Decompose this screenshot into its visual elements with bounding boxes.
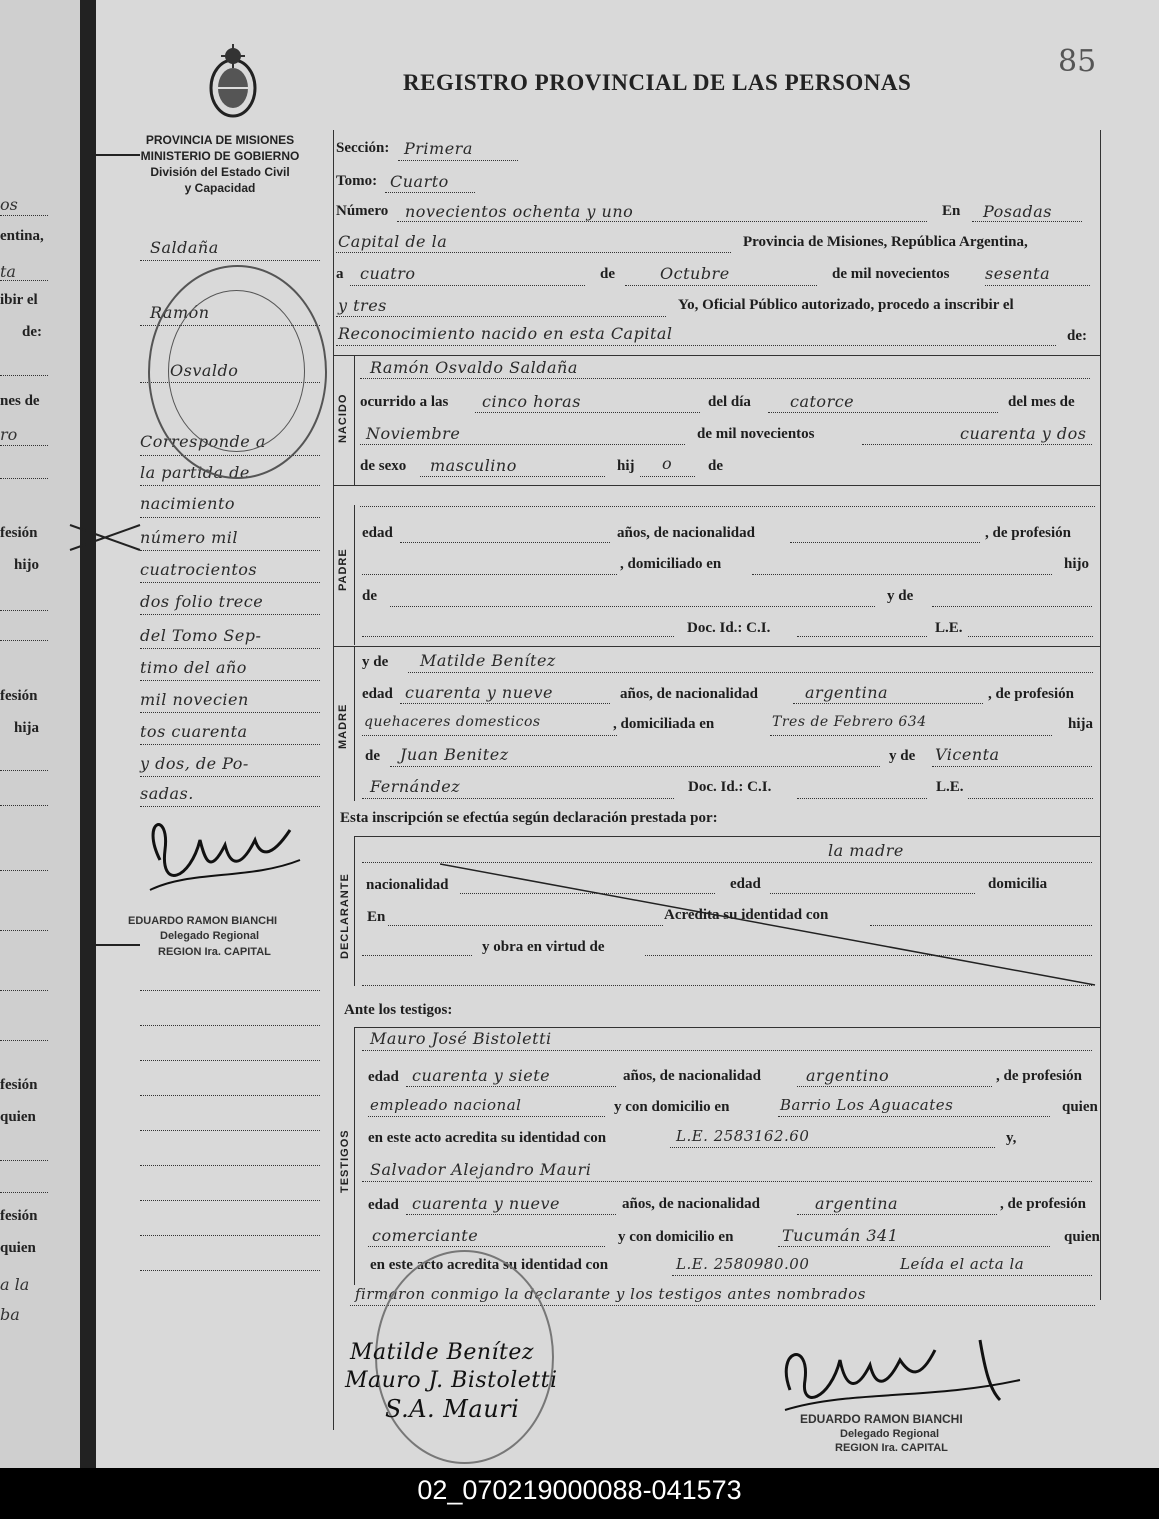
- margin-stamp-line-1: EDUARDO RAMON BIANCHI: [128, 915, 278, 927]
- value-seccion: Primera: [404, 139, 473, 158]
- label-numero: Número: [336, 203, 389, 219]
- prev-text-5: fesión: [0, 525, 38, 541]
- label-quien-t1: quien: [1062, 1099, 1098, 1115]
- prev-text-9: fesión: [0, 1077, 38, 1093]
- margin-line-6: dos folio trece: [140, 592, 264, 611]
- value-tomo: Cuarto: [390, 172, 449, 191]
- label-anios-nac-t2: años, de nacionalidad: [622, 1196, 760, 1212]
- margin-line-10: tos cuarenta: [140, 722, 248, 741]
- label-prof-madre: , de profesión: [988, 686, 1074, 702]
- value-declarante: la madre: [828, 841, 904, 860]
- section-madre: MADRE: [337, 703, 349, 749]
- bottom-stamp-line-1: EDUARDO RAMON BIANCHI: [800, 1412, 963, 1426]
- value-capital: Capital de la: [338, 232, 448, 251]
- label-anios-nac-t1: años, de nacionalidad: [623, 1068, 761, 1084]
- seal-stamp-inner: [168, 290, 305, 452]
- sig-witness-1: Matilde Benítez: [350, 1340, 534, 1365]
- label-y-de-padre: y de: [887, 588, 914, 604]
- value-t2-edad: cuarenta y nueve: [412, 1194, 560, 1213]
- section-testigos: TESTIGOS: [339, 1129, 351, 1193]
- margin-line-11: y dos, de Po-: [140, 754, 249, 773]
- label-anios-nac-padre: años, de nacionalidad: [617, 525, 755, 541]
- label-provincia: Provincia de Misiones, República Argentina,: [743, 234, 1028, 250]
- label-de-colon: de:: [1067, 328, 1087, 344]
- value-t1-nac: argentino: [806, 1066, 890, 1085]
- margin-line-7: del Tomo Sep-: [140, 626, 262, 645]
- label-de-madre: de: [365, 748, 380, 764]
- margin-surname: Saldaña: [150, 238, 219, 257]
- value-sexo: masculino: [430, 456, 517, 475]
- prev-text-7: fesión: [0, 688, 38, 704]
- value-anio: sesenta: [985, 264, 1051, 283]
- prev-text-12: quien: [0, 1240, 36, 1256]
- file-caption: 02_070219000088-041573: [0, 1468, 1159, 1519]
- form-border-left: [333, 130, 334, 1430]
- header-line-2: MINISTERIO DE GOBIERNO: [140, 149, 300, 163]
- prev-hw-5: ba: [0, 1305, 20, 1324]
- label-de-mil: de mil novecientos: [697, 426, 815, 442]
- label-obra: y obra en virtud de: [482, 939, 605, 955]
- value-anio-nac: cuarenta y dos: [960, 424, 1087, 443]
- label-acredita-decl: Acredita su identidad con: [664, 907, 829, 923]
- value-madre-nac: argentina: [805, 683, 889, 702]
- value-hij: o: [662, 454, 673, 473]
- label-tomo: Tomo:: [336, 173, 378, 189]
- label-edad-padre: edad: [362, 525, 393, 541]
- value-numero: novecientos ochenta y uno: [405, 202, 634, 221]
- label-le-padre: L.E.: [935, 620, 963, 636]
- label-de-mes: de: [600, 266, 615, 282]
- value-t1-nombre: Mauro José Bistoletti: [370, 1029, 552, 1048]
- header-line-1: PROVINCIA DE MISIONES: [145, 133, 295, 147]
- prev-text-3: de:: [22, 324, 42, 340]
- value-madre-padre: Juan Benitez: [400, 745, 509, 764]
- label-mil-nov: de mil novecientos: [832, 266, 950, 282]
- label-con-dom-t1: y con domicilio en: [614, 1099, 730, 1115]
- value-t1-dom: Barrio Los Aguacates: [780, 1096, 954, 1114]
- margin-name-1: Ramón: [150, 303, 210, 322]
- label-esta-inscripcion: Esta inscripción se efectúa según declaración prestada por:: [340, 810, 718, 826]
- label-y-comma: y,: [1006, 1130, 1017, 1146]
- margin-signature-icon: [130, 800, 320, 910]
- label-domiciliada: , domiciliada en: [613, 716, 715, 732]
- margin-line-2: la partida de: [140, 463, 250, 482]
- label-en-decl: En: [367, 909, 386, 925]
- prev-hw-4: a la: [0, 1275, 30, 1294]
- label-doc-madre: Doc. Id.: C.I.: [688, 779, 772, 795]
- value-mes-nac: Noviembre: [366, 424, 461, 443]
- prev-hw-1: os: [0, 195, 18, 214]
- label-nacionalidad-decl: nacionalidad: [366, 877, 449, 893]
- label-prof-t1: , de profesión: [996, 1068, 1082, 1084]
- margin-line-1: Corresponde a: [140, 432, 266, 451]
- prev-hw-3: ro: [0, 425, 18, 444]
- margin-line-8: timo del año: [140, 658, 247, 677]
- value-madre-nombre: Matilde Benítez: [420, 651, 556, 670]
- value-leida: Leída el acta la: [900, 1255, 1025, 1273]
- label-ocurrido: ocurrido a las: [360, 394, 449, 410]
- label-edad-t1: edad: [368, 1069, 399, 1085]
- prev-text-4: nes de: [0, 393, 40, 409]
- label-anios-nac-madre: años, de nacionalidad: [620, 686, 758, 702]
- margin-stamp-line-2: Delegado Regional: [160, 930, 260, 942]
- value-t2-prof: comerciante: [372, 1226, 479, 1245]
- label-con-dom-t2: y con domicilio en: [618, 1229, 734, 1245]
- value-en: Posadas: [983, 202, 1052, 221]
- label-del-dia: del día: [708, 394, 751, 410]
- value-nombre: Ramón Osvaldo Saldaña: [370, 358, 578, 377]
- label-acredita-t1: en este acto acredita su identidad con: [368, 1130, 607, 1146]
- page-title: REGISTRO PROVINCIAL DE LAS PERSONAS: [403, 70, 912, 95]
- label-edad-madre: edad: [362, 686, 393, 702]
- value-madre-madre: Vicenta: [935, 745, 1000, 764]
- value-t2-nombre: Salvador Alejandro Mauri: [370, 1160, 592, 1179]
- label-domiciliado: , domiciliado en: [620, 556, 722, 572]
- prev-text-8: hija: [14, 720, 40, 736]
- label-en: En: [942, 203, 961, 219]
- value-madre-prof: quehaceres domesticos: [364, 714, 541, 730]
- prev-text-10: quien: [0, 1109, 36, 1125]
- section-declarante: DECLARANTE: [339, 873, 351, 959]
- value-t2-dom: Tucumán 341: [782, 1226, 899, 1245]
- value-dia-nac: catorce: [790, 392, 855, 411]
- prev-text-1: entina,: [0, 228, 44, 244]
- header-line-3: División del Estado Civil: [150, 165, 290, 179]
- header-line-4: y Capacidad: [184, 181, 256, 195]
- label-edad-decl: edad: [730, 876, 761, 892]
- prev-text-2: ibir el: [0, 292, 38, 308]
- label-a: a: [336, 266, 344, 282]
- value-t1-prof: empleado nacional: [370, 1096, 522, 1114]
- sig-witness-2: Mauro J. Bistoletti: [345, 1368, 558, 1393]
- margin-line-3: nacimiento: [140, 494, 236, 513]
- section-padre: PADRE: [337, 548, 349, 591]
- prev-hw-2: ta: [0, 262, 16, 281]
- value-mes: Octubre: [660, 264, 730, 283]
- prev-text-6: hijo: [14, 557, 40, 573]
- label-hij: hij: [617, 458, 635, 474]
- label-de-padres: de: [708, 458, 723, 474]
- value-madre-madre-2: Fernández: [370, 777, 461, 796]
- prev-text-11: fesión: [0, 1208, 38, 1224]
- official-signature-icon: [770, 1330, 1050, 1420]
- label-de-padre: de: [362, 588, 377, 604]
- value-horas: cinco horas: [482, 392, 581, 411]
- value-madre-dom: Tres de Febrero 634: [772, 714, 927, 730]
- margin-line-12: sadas.: [140, 784, 194, 803]
- label-y-de-madre: y de: [362, 654, 389, 670]
- label-le-madre: L.E.: [936, 779, 964, 795]
- label-hijo: hijo: [1064, 556, 1090, 572]
- label-prof-padre: , de profesión: [985, 525, 1071, 541]
- margin-line-9: mil novecien: [140, 690, 249, 709]
- header-left: [130, 132, 310, 196]
- value-firmaron: firmaron conmigo la declarante y los testigos antes nombrados: [355, 1285, 866, 1303]
- bottom-stamp-line-3: REGION Ira. CAPITAL: [835, 1442, 948, 1454]
- page-number: 85: [1058, 44, 1097, 79]
- label-doc-padre: Doc. Id.: C.I.: [687, 620, 771, 636]
- margin-line-5: cuatrocientos: [140, 560, 258, 579]
- label-seccion: Sección:: [336, 140, 390, 156]
- cancel-strike-line: [440, 860, 1100, 990]
- sig-witness-3: S.A. Mauri: [385, 1395, 520, 1423]
- label-yo: Yo, Oficial Público autorizado, procedo a inscribir el: [678, 297, 1014, 313]
- label-quien-t2: quien: [1064, 1229, 1100, 1245]
- label-edad-t2: edad: [368, 1197, 399, 1213]
- margin-line-4: número mil: [140, 528, 239, 547]
- label-acredita-t2: en este acto acredita su identidad con: [370, 1257, 609, 1273]
- bottom-stamp-line-2: Delegado Regional: [840, 1428, 940, 1440]
- value-t1-edad: cuarenta y siete: [412, 1066, 551, 1085]
- coat-of-arms-icon: [203, 42, 263, 122]
- margin-name-2: Osvaldo: [170, 361, 239, 380]
- label-prof-t2: , de profesión: [1000, 1196, 1086, 1212]
- value-t2-nac: argentina: [815, 1194, 899, 1213]
- label-ante-testigos: Ante los testigos:: [344, 1002, 453, 1018]
- value-dia: cuatro: [360, 264, 416, 283]
- section-nacido: NACIDO: [337, 393, 349, 443]
- label-domicilia: domicilia: [988, 876, 1048, 892]
- value-anio-2: y tres: [338, 296, 387, 315]
- label-y-de-madre-2: y de: [889, 748, 916, 764]
- form-border-right: [1100, 130, 1101, 1300]
- value-inscribe: Reconocimiento nacido en esta Capital: [338, 324, 673, 343]
- label-hija: hija: [1068, 716, 1094, 732]
- label-del-mes: del mes de: [1008, 394, 1075, 410]
- value-t2-doc: L.E. 2580980.00: [676, 1255, 810, 1273]
- value-t1-doc: L.E. 2583162.60: [676, 1127, 810, 1145]
- margin-stamp-line-3: REGION Ira. CAPITAL: [158, 946, 271, 958]
- label-sexo: de sexo: [360, 458, 407, 474]
- value-madre-edad: cuarenta y nueve: [405, 683, 553, 702]
